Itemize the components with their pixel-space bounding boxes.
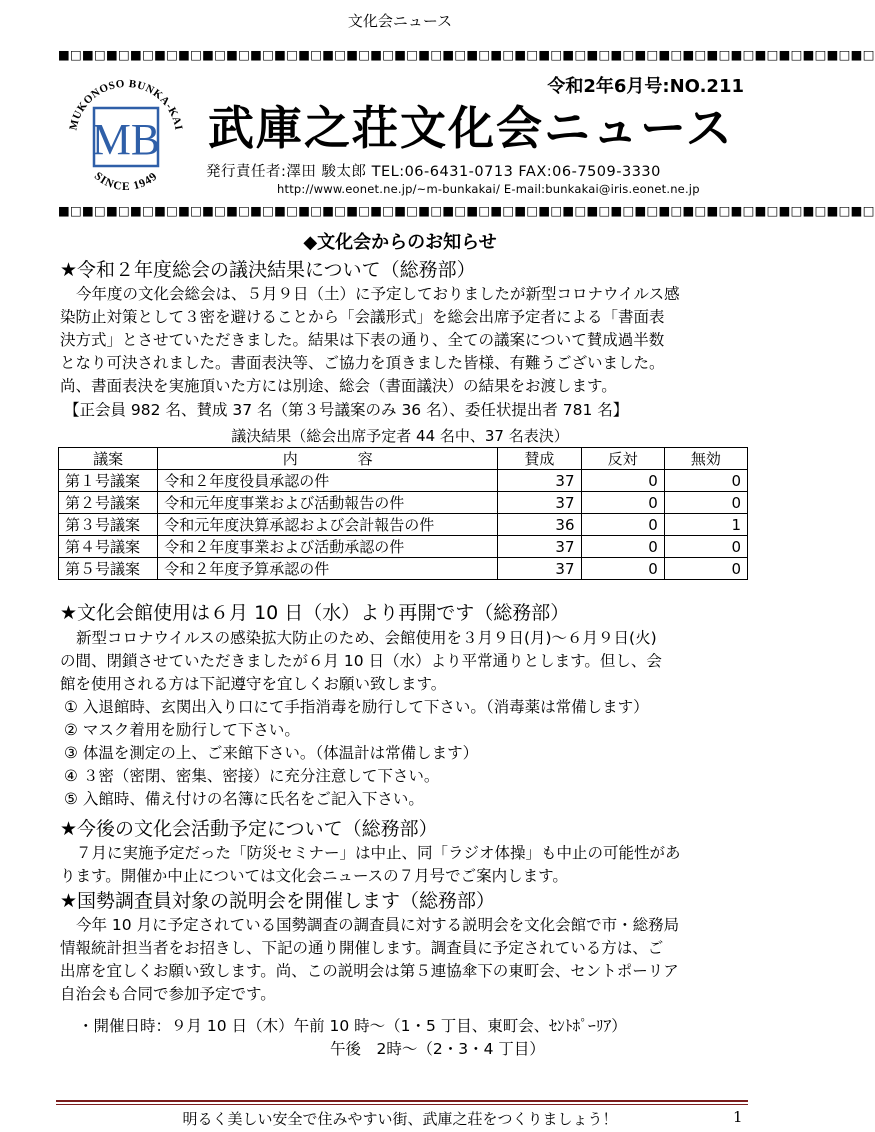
schedule-line-morning: ・開催日時：９月 10 日（木）午前 10 時～（1・5 丁目、東町会、ｾﾝﾄﾎﾟｰﾘｱ） xyxy=(78,1017,627,1035)
cell-proposal: 第３号議案 xyxy=(59,514,158,536)
footer-rule xyxy=(56,1100,748,1102)
cell-against: 0 xyxy=(581,558,664,580)
cell-for: 37 xyxy=(498,558,581,580)
rule-item: ① 入退館時、玄関出入り口にて手指消毒を励行して下さい。（消毒薬は常備します） xyxy=(64,698,649,716)
table-row xyxy=(59,558,748,580)
table-header-row xyxy=(59,448,748,470)
header-against: 反対 xyxy=(581,448,664,470)
svg-text:SINCE 1949 xyxy=(92,170,160,193)
header-for: 賛成 xyxy=(498,448,581,470)
paragraph-line: 新型コロナウイルスの感染拡大防止のため、会館使用を３月９日(月)～６月９日(火) xyxy=(76,629,657,647)
cell-proposal: 第４号議案 xyxy=(59,536,158,558)
voting-results-table xyxy=(58,447,748,580)
paragraph-line: 今年度の文化会総会は、５月９日（土）に予定しておりましたが新型コロナウイルス感 xyxy=(76,285,680,303)
cell-proposal: 第５号議案 xyxy=(59,558,158,580)
cell-for: 36 xyxy=(498,514,581,536)
decorative-square-strip-top: ■□■□■□■□■□■□■□■□■□■□■□■□■□■□■□■□■□■□■□■□■□■□■□■□■□■□■□■□■□■□■□■□■□■□ xyxy=(58,47,875,62)
paragraph-line: 館を使用される方は下記遵守を宜しくお願い致します。 xyxy=(60,675,447,693)
header-proposal: 議案 xyxy=(59,448,158,470)
logo-ring-bottom: SINCE 1949 xyxy=(91,170,161,194)
rule-item: ④ ３密（密閉、密集、密接）に充分注意して下さい。 xyxy=(64,767,440,785)
section-heading-future-activities: ★今後の文化会活動予定について（総務部） xyxy=(60,818,438,840)
paragraph-line: 決方式」とさせていただきました。結果は下表の通り、全ての議案について賛成過半数 xyxy=(60,331,665,349)
cell-proposal: 第１号議案 xyxy=(59,470,158,492)
cell-content: 令和２年度事業および活動承認の件 xyxy=(158,536,498,558)
contact-urls: http://www.eonet.ne.jp/~m-bunkakai/ E-mail:bunkakai@iris.eonet.ne.jp xyxy=(277,182,700,196)
cell-content: 令和２年度予算承認の件 xyxy=(158,558,498,580)
cell-for: 37 xyxy=(498,492,581,514)
cell-against: 0 xyxy=(581,470,664,492)
paragraph-line: ７月に実施予定だった「防災セミナー」は中止、同「ラジオ体操」も中止の可能性があ xyxy=(76,844,681,862)
logo-initials: MB xyxy=(91,115,161,164)
decorative-square-strip-bottom: ■□■□■□■□■□■□■□■□■□■□■□■□■□■□■□■□■□■□■□■□■□■□■□■□■□■□■□■□■□■□■□■□■□■□ xyxy=(58,203,875,218)
rule-item: ② マスク着用を励行して下さい。 xyxy=(64,721,300,739)
cell-against: 0 xyxy=(581,536,664,558)
paragraph-line: ります。開催か中止については文化会ニュースの７月号でご案内します。 xyxy=(60,867,568,885)
running-head: 文化会ニュース xyxy=(347,12,453,30)
cell-invalid: 0 xyxy=(664,470,747,492)
cell-content: 令和元年度事業および活動報告の件 xyxy=(158,492,498,514)
table-row xyxy=(59,470,748,492)
table-row xyxy=(59,536,748,558)
publisher-line: 発行責任者:澤田 駿太郎 TEL:06-6431-0713 FAX:06-7509-3330 xyxy=(206,164,661,180)
table-row xyxy=(59,492,748,514)
section-heading-hall-reopening: ★文化会館使用は６月 10 日（水）より再開です（総務部） xyxy=(60,602,570,624)
cell-content: 令和２年度役員承認の件 xyxy=(158,470,498,492)
paragraph-line: 染防止対策として３密を避けることから「会議形式」を総会出席予定者による「書面表 xyxy=(60,308,665,326)
footer-rule-thin xyxy=(56,1104,748,1105)
header-invalid: 無効 xyxy=(664,448,747,470)
paragraph-line: となり可決されました。書面表決等、ご協力を頂きました皆様、有難うございました。 xyxy=(60,354,665,372)
footer-slogan: 明るく美しい安全で住みやすい街、武庫之荘をつくりましょう！ xyxy=(182,1110,618,1128)
section-heading-census-briefing: ★国勢調査員対象の説明会を開催します（総務部） xyxy=(60,890,496,912)
masthead-title: 武庫之荘文化会ニュース xyxy=(208,101,734,155)
cell-invalid: 1 xyxy=(664,514,747,536)
paragraph-line: の間、閉鎖させていただきましたが６月 10 日（水）より平常通りとします。但し、会 xyxy=(60,652,662,670)
cell-content: 令和元年度決算承認および会計報告の件 xyxy=(158,514,498,536)
paragraph-line: 自治会も合同で参加予定です。 xyxy=(60,985,276,1003)
notice-heading: ◆文化会からのお知らせ xyxy=(303,232,497,253)
member-tally: 【正会員 982 名、賛成 37 名（第３号議案のみ 36 名）、委任状提出者 781 名】 xyxy=(64,401,629,419)
paragraph-line: 尚、書面表決を実施頂いた方には別途、総会（書面議決）の結果をお渡します。 xyxy=(60,377,617,395)
cell-invalid: 0 xyxy=(664,492,747,514)
section-heading-general-meeting: ★令和２年度総会の議決結果について（総務部） xyxy=(60,259,476,281)
issue-number: 令和2年6月号:NO.211 xyxy=(547,76,744,97)
page-number: 1 xyxy=(733,1108,743,1126)
rule-item: ③ 体温を測定の上、ご来館下さい。（体温計は常備します） xyxy=(64,744,479,762)
cell-for: 37 xyxy=(498,536,581,558)
table-row xyxy=(59,514,748,536)
header-content: 内 容 xyxy=(158,448,498,470)
table-caption: 議決結果（総会出席予定者 44 名中、37 名表決） xyxy=(231,427,569,445)
cell-against: 0 xyxy=(581,492,664,514)
schedule-line-afternoon: 午後 2時～（2・3・4 丁目） xyxy=(330,1040,545,1058)
paragraph-line: 今年 10 月に予定されている国勢調査の調査員に対する説明会を文化会館で市・総務局 xyxy=(76,916,680,934)
paragraph-line: 出席を宜しくお願い致します。尚、この説明会は第５連協傘下の東町会、セントポーリア xyxy=(60,962,679,980)
cell-for: 37 xyxy=(498,470,581,492)
cell-against: 0 xyxy=(581,514,664,536)
logo-ring-top: MUKONOSO BUNKA-KAI xyxy=(67,77,185,132)
mb-logo xyxy=(60,74,192,200)
paragraph-line: 情報統計担当者をお招きし、下記の通り開催します。調査員に予定されている方は、ご xyxy=(60,939,664,957)
cell-invalid: 0 xyxy=(664,558,747,580)
cell-invalid: 0 xyxy=(664,536,747,558)
rule-item: ⑤ 入館時、備え付けの名簿に氏名をご記入下さい。 xyxy=(64,790,424,808)
cell-proposal: 第２号議案 xyxy=(59,492,158,514)
